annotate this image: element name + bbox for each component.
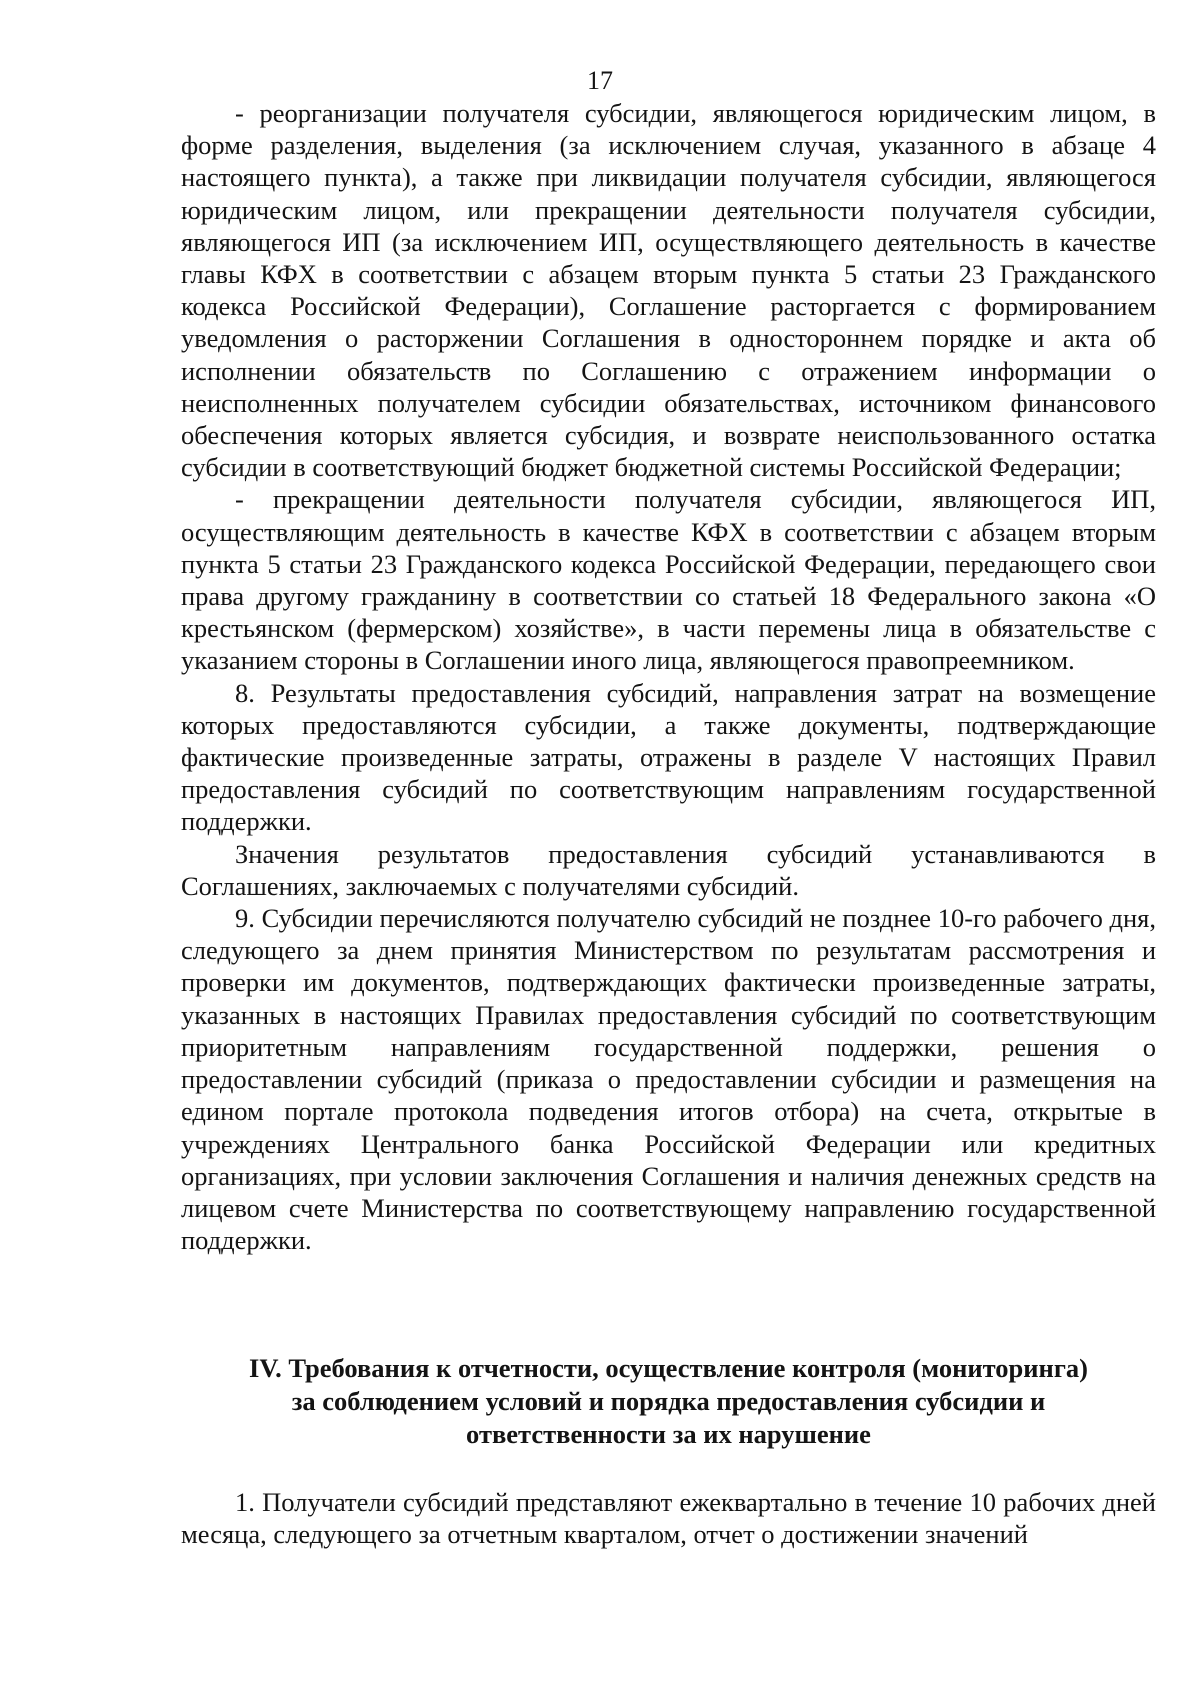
page-number: 17 — [587, 66, 613, 95]
section-heading-line-1: IV. Требования к отчетности, осуществление контроля (мониторинга) — [249, 1353, 1088, 1383]
paragraph-kfh-termination: - прекращении деятельности получателя субсидии, являющегося ИП, осуществляющим деятельность в качестве КФХ в соответствии с абзацем вторым пункта 5 статьи 23 Гражданского кодекса Российской Федерации, передающего свои права другому гражданину в соответствии со статьей 18 Федерального закона «О крестьянском (фермерском) хозяйстве», в части перемены лица в обязательстве с указанием стороны в Соглашении иного лица, являющегося правопреемником. — [181, 484, 1156, 676]
section-heading — [181, 1352, 1156, 1451]
paragraph-reorganization: - реорганизации получателя субсидии, являющегося юридическим лицом, в форме разделения, выделения (за исключением случая, указанного в абзаце 4 настоящего пункта), а также при ликвидации получателя субсидии, являющегося юридическим лицом, или прекращении деятельности получателя субсидии, являющегося ИП (за исключением ИП, осуществляющего деятельность в качестве главы КФХ в соответствии с абзацем вторым пункта 5 статьи 23 Гражданского кодекса Российской Федерации), Соглашение расторгается с формированием уведомления о расторжении Соглашения в одностороннем порядке и акта об исполнении обязательств по Соглашению с отражением информации о неисполненных получателем субсидии обязательствах, источником финансового обеспечения которых является субсидия, и возврате неиспользованного остатка субсидии в соответствующий бюджет бюджетной системы Российской Федерации; — [181, 98, 1156, 483]
section-heading-line-3: ответственности за их нарушение — [466, 1419, 871, 1449]
paragraph-item-1-reporting: 1. Получатели субсидий представляют ежеквартально в течение 10 рабочих дней месяца, следующего за отчетным кварталом, отчет о достижении значений — [181, 1487, 1156, 1550]
paragraph-item-8-results: 8. Результаты предоставления субсидий, направления затрат на возмещение которых предоставляются субсидии, а также документы, подтверждающие фактические произведенные затраты, отражены в разделе V настоящих Правил предоставления субсидий по соответствующим направлениям государственной поддержки. — [181, 677, 1156, 837]
section-heading-line-2: за соблюдением условий и порядка предоставления субсидии и — [291, 1386, 1046, 1416]
paragraph-item-9-transfer: 9. Субсидии перечисляются получателю субсидий не позднее 10-го рабочего дня, следующего за днем принятия Министерством по результатам рассмотрения и проверки им документов, подтверждающих фактически произведенные затраты, указанных в настоящих Правилах предоставления субсидий по соответствующим приоритетным направлениям государственной поддержки, решения о предоставлении субсидий (приказа о предоставлении субсидии и размещения на едином портале протокола подведения итогов отбора) на счета, открытые в учреждениях Центрального банка Российской Федерации или кредитных организациях, при условии заключения Соглашения и наличия денежных средств на лицевом счете Министерства по соответствующему направлению государственной поддержки. — [181, 903, 1156, 1256]
paragraph-result-values: Значения результатов предоставления субсидий устанавливаются в Соглашениях, заключаемых с получателями субсидий. — [181, 838, 1156, 901]
document-body — [181, 97, 1156, 1256]
section-body — [181, 1486, 1156, 1550]
